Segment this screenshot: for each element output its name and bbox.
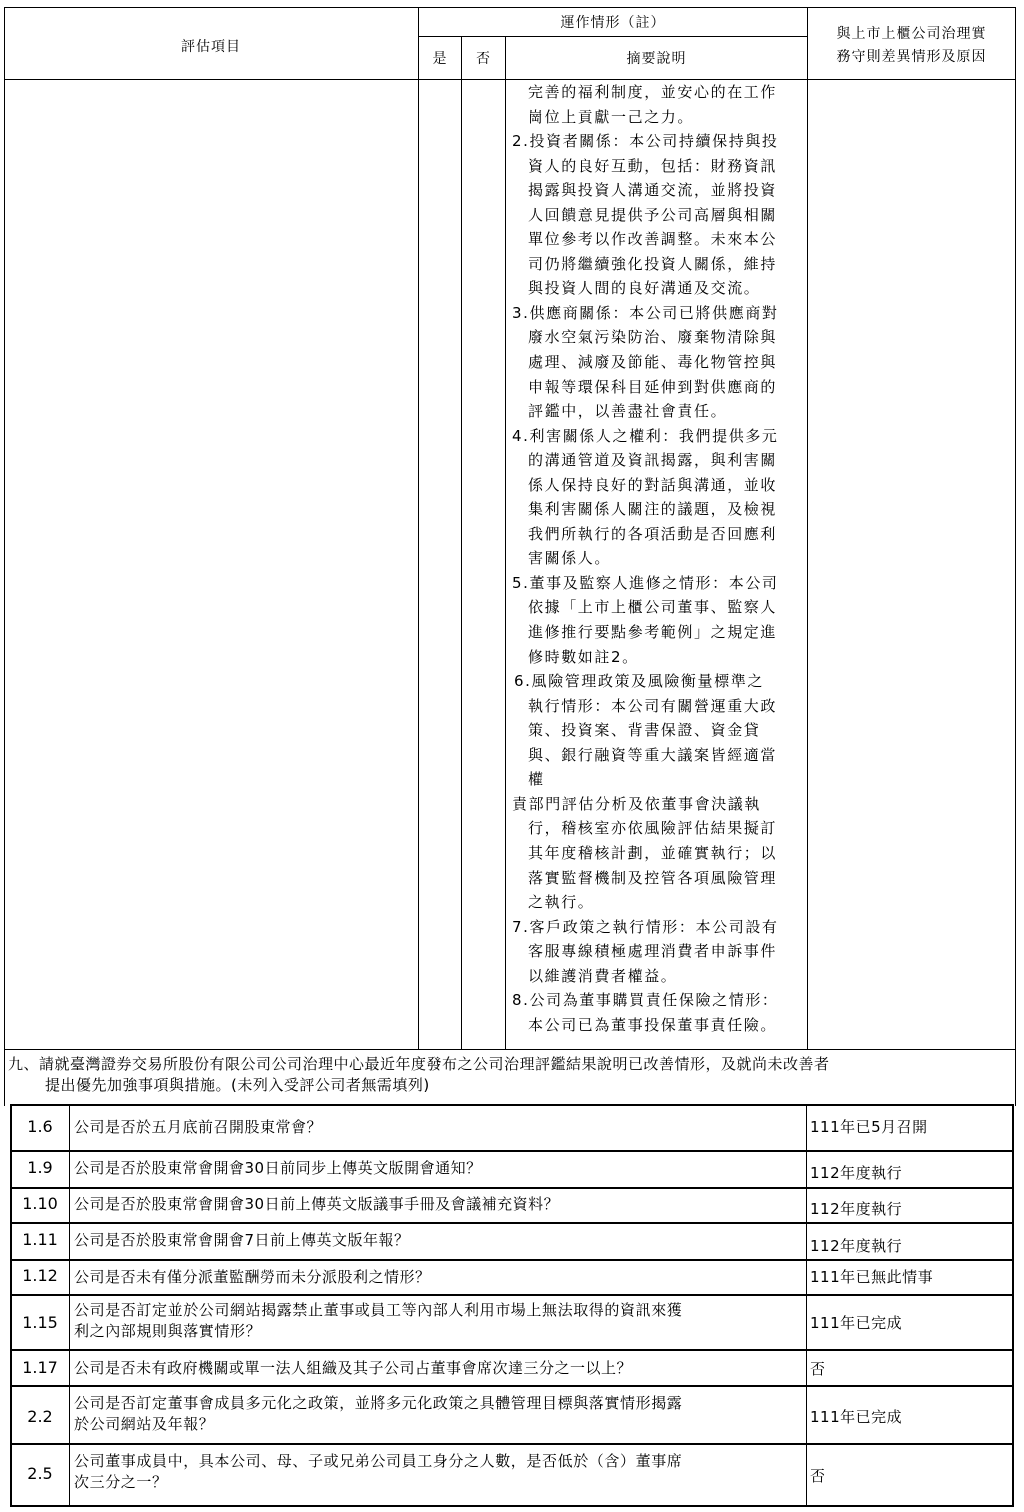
item-question — [74, 1393, 809, 1435]
item-number: 1.11 — [22, 1230, 58, 1249]
summary-line: 4.利害關係人之權利：我們提供多元 — [512, 426, 779, 445]
summary-line: 崗位上貢獻一己之力。 — [528, 107, 695, 126]
item-question — [74, 1451, 809, 1493]
summary-line: 責部門評估分析及依董事會決議執 — [512, 794, 762, 813]
item-question: 公司是否於股東常會開會30日前上傳英文版議事手冊及會議補充資料？ — [74, 1195, 560, 1213]
item-question-line: 公司董事成員中，具本公司、母、子或兄弟公司員工身分之人數，是否低於（含）董事席 — [74, 1452, 683, 1470]
summary-line: 集利害關係人關注的議題，及檢視 — [528, 500, 778, 519]
header-eval-item: 評估項目 — [181, 39, 241, 55]
item-status: 否 — [810, 1360, 826, 1378]
item-number: 1.10 — [22, 1194, 58, 1213]
summary-line: 資人的良好互動，包括：財務資訊 — [528, 156, 778, 175]
summary-line: 進修推行要點參考範例」之規定進 — [528, 623, 778, 642]
summary-line: 7.客戶政策之執行情形：本公司設有 — [512, 917, 779, 936]
item-status: 111年已5月召開 — [810, 1118, 928, 1136]
summary-line: 2.投資者關係：本公司持續保持與投 — [512, 132, 779, 151]
header-difference-line2: 務守則差異情形及原因 — [836, 49, 987, 65]
summary-line: 依據「上市上櫃公司董事、監察人 — [528, 598, 778, 617]
item-question-line: 公司是否訂定董事會成員多元化之政策，並將多元化政策之具體管理目標與落實情形揭露 — [74, 1394, 683, 1412]
item-question: 公司是否於股東常會開會30日前同步上傳英文版開會通知？ — [74, 1159, 482, 1177]
summary-line: 人回饋意見提供予公司高層與相關 — [528, 205, 778, 224]
summary-line: 行，稽核室亦依風險評估結果擬訂 — [528, 819, 778, 838]
item-question: 公司是否於五月底前召開股東常會？ — [74, 1118, 323, 1136]
summary-line: 客服專線積極處理消費者申訴事件 — [528, 942, 778, 961]
summary-line: 處理、減廢及節能、毒化物管控與 — [528, 353, 778, 372]
header-yes: 是 — [432, 51, 448, 67]
summary-line: 權 — [528, 770, 545, 789]
summary-line: 落實監督機制及控管各項風險管理 — [528, 868, 778, 887]
summary-line: 的溝通管道及資訊揭露，與利害關 — [528, 451, 778, 470]
summary-line: 司仍將繼續強化投資人關係，維持 — [528, 254, 778, 273]
item-status: 112年度執行 — [810, 1164, 903, 1182]
summary-line: 與、銀行融資等重大議案皆經適當 — [528, 745, 778, 764]
summary-line: 之執行。 — [528, 893, 595, 912]
header-difference-line1: 與上市上櫃公司治理實 — [836, 26, 987, 42]
item-number: 2.2 — [27, 1407, 53, 1426]
item-number: 1.15 — [22, 1313, 58, 1332]
item-number: 1.17 — [22, 1358, 58, 1377]
item-status: 111年已完成 — [810, 1408, 903, 1426]
summary-line: 以維護消費者權益。 — [528, 966, 678, 985]
summary-line: 係人保持良好的對話與溝通，並收 — [528, 475, 778, 494]
summary-line: 其年度稽核計劃，並確實執行；以 — [528, 843, 778, 862]
summary-line: 6.風險管理政策及風險衡量標準之 — [514, 672, 764, 691]
header-difference — [808, 23, 1015, 69]
summary-line: 5.董事及監察人進修之情形：本公司 — [512, 573, 779, 592]
header-no: 否 — [476, 51, 491, 67]
summary-line: 我們所執行的各項活動是否回應利 — [528, 524, 778, 543]
item-status: 否 — [810, 1467, 826, 1485]
summary-line: 策、投資案、背書保證、資金貸 — [528, 721, 761, 740]
item-question-line: 公司是否訂定並於公司網站揭露禁止董事或員工等內部人利用市場上無法取得的資訊來獲 — [74, 1301, 683, 1319]
item-question-line: 於公司網站及年報？ — [74, 1415, 215, 1433]
header-summary: 摘要說明 — [626, 51, 687, 67]
section-9-line2: 提出優先加強事項與措施。(未列入受評公司者無需填列) — [45, 1076, 430, 1094]
summary-line: 揭露與投資人溝通交流，並將投資 — [528, 181, 778, 200]
section-9-heading — [8, 1054, 1018, 1096]
summary-line: 單位參考以作改善調整。未來本公 — [528, 230, 778, 249]
summary-line: 8.公司為董事購買責任保險之情形： — [512, 991, 779, 1010]
summary-line: 修時數如註2。 — [528, 647, 639, 666]
item-question — [74, 1300, 809, 1342]
item-number: 2.5 — [27, 1464, 53, 1483]
summary-line: 本公司已為董事投保董事責任險。 — [528, 1015, 778, 1034]
item-question-line: 次三分之一？ — [74, 1473, 168, 1491]
summary-line: 3.供應商關係：本公司已將供應商對 — [512, 303, 779, 322]
item-question: 公司是否於股東常會開會7日前上傳英文版年報？ — [74, 1231, 410, 1249]
summary-line: 執行情形：本公司有關營運重大政 — [528, 696, 778, 715]
summary-line: 完善的福利制度，並安心的在工作 — [528, 83, 778, 101]
summary-line: 評鑑中，以善盡社會責任。 — [528, 402, 728, 421]
header-operation-status: 運作情形（註） — [560, 15, 666, 31]
summary-description — [512, 80, 812, 1037]
item-status: 112年度執行 — [810, 1200, 903, 1218]
summary-line: 與投資人間的良好溝通及交流。 — [528, 279, 761, 298]
item-question: 公司是否未有僅分派董監酬勞而未分派股利之情形？ — [74, 1268, 431, 1286]
summary-line: 申報等環保科目延伸到對供應商的 — [528, 377, 778, 396]
summary-line: 廢水空氣污染防治、廢棄物清除與 — [528, 328, 778, 347]
section-9-line1: 九、請就臺灣證券交易所股份有限公司公司治理中心最近年度發布之公司治理評鑑結果說明已改善情形，及就尚未改善者 — [8, 1055, 830, 1073]
item-question-line: 利之內部規則與落實情形？ — [74, 1322, 262, 1340]
item-question: 公司是否未有政府機關或單一法人組織及其子公司占董事會席次達三分之一以上？ — [74, 1359, 633, 1377]
item-number: 1.9 — [27, 1158, 53, 1177]
summary-line: 害關係人。 — [528, 549, 612, 568]
item-status: 112年度執行 — [810, 1237, 903, 1255]
item-status: 111年已完成 — [810, 1314, 903, 1332]
item-status: 111年已無此情事 — [810, 1268, 934, 1286]
item-number: 1.6 — [27, 1117, 53, 1136]
item-number: 1.12 — [22, 1266, 58, 1285]
